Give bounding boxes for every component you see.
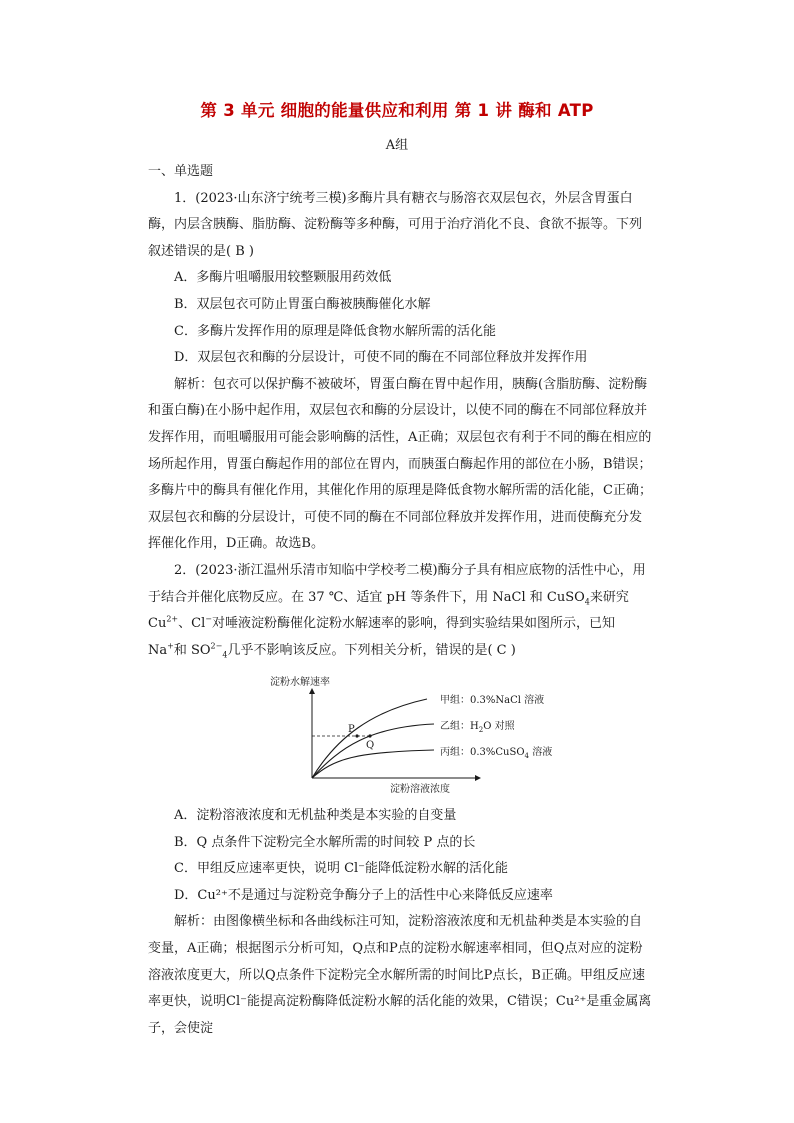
q2-sub-so4: 4 — [222, 650, 228, 660]
curve-b-label — [440, 719, 516, 734]
q2-sup-so4: 2− — [210, 641, 223, 651]
q2-stem-part-6: 几乎不影响该反应。下列相关分析，错误的是( C ) — [227, 642, 516, 658]
point-p-label: P — [348, 724, 355, 735]
curve-b-sub: 2 — [478, 726, 484, 734]
section-heading: 一、单选题 — [148, 164, 214, 179]
curve-group-c — [312, 750, 434, 778]
q2-option-c: C．甲组反应速率更快，说明 Cl⁻能降低淀粉水解的活化能 — [174, 861, 509, 877]
point-q-marker — [368, 734, 371, 737]
q2-sup-na: + — [167, 641, 174, 651]
curve-c-label-2: 溶液 — [529, 747, 553, 758]
question-block-2 — [148, 803, 654, 1042]
q1-option-d: D．双层包衣和酶的分层设计，可使不同的酶在不同部位释放并发挥作用 — [174, 350, 588, 366]
q2-option-d: D．Cu²⁺不是通过与淀粉竞争酶分子上的活性中心来降低反应速率 — [174, 887, 553, 903]
q1-option-a: A．多酶片咀嚼服用较整颗服用药效低 — [174, 270, 392, 286]
q1-analysis: 解析：包衣可以保护酶不被破坏，胃蛋白酶在胃中起作用，胰酶(含脂肪酶、淀粉酶和蛋白酶)在小肠中起作用，双层包衣和酶的分层设计，以使不同的酶在不同部位释放并发挥作用，而咀嚼服用可能会影响酶的活性，A正确；双层包衣有利于不同的酶在相应的场所起作用，胃蛋白酶起作用的部位在胃内，而胰蛋白酶起作用的部位在小肠，B错误；多酶片中的酶具有催化作用，其催化作用的原理是降低食物水解所需的活化能，C正确；双层包衣和酶的分层设计，可使不同的酶在不同部位释放并发挥作用，进而使酶充分发挥催化作用，D正确。故选B。 — [148, 376, 652, 552]
curve-c-sub: 4 — [524, 752, 530, 760]
q2-stem-part-3: 、Cl — [178, 616, 206, 632]
curve-c-label — [440, 745, 552, 760]
q2-sup-cl: − — [205, 614, 212, 624]
q2-stem-part-1: 2．(2023·浙江温州乐清市知临中学校考二模)酶分子具有相应底物的活性中心，用于结合并催化底物反应。在 37 ℃、适宜 pH 等条件下，用 NaCl 和 CuSO — [148, 562, 646, 605]
curve-a-label: 甲组：0.3%NaCl 溶液 — [440, 695, 545, 706]
q2-stem-part-2: 来研究 Cu — [148, 589, 629, 632]
q2-stem — [148, 558, 654, 664]
group-label: A组 — [385, 138, 409, 153]
x-axis-label: 淀粉溶液浓度 — [390, 784, 450, 795]
question-block-1 — [148, 159, 654, 664]
point-p-marker — [355, 734, 358, 737]
curve-b-label-2: O 对照 — [483, 721, 515, 732]
figure-svg — [262, 675, 562, 800]
curve-b-label-1: 乙组：H — [440, 721, 479, 732]
q2-stem-part-4: 对唾液淀粉酶催化淀粉水解速率的影响，得到实验结果如图所示，已知 Na — [148, 616, 615, 658]
q2-sup-cu: 2+ — [166, 614, 179, 624]
q2-stem-part-5: 和 SO — [173, 642, 211, 658]
page-title: 第 3 单元 细胞的能量供应和利用 第 1 讲 酶和 ATP — [200, 101, 594, 120]
experiment-figure — [262, 675, 562, 800]
q1-option-c: C．多酶片发挥作用的原理是降低食物水解所需的活化能 — [174, 323, 496, 339]
q1-option-b: B．双层包衣可防止胃蛋白酶被胰酶催化水解 — [174, 296, 431, 312]
q1-stem: 1．(2023·山东济宁统考三模)多酶片具有糖衣与肠溶衣双层包衣，外层含胃蛋白酶，内层含胰酶、脂肪酶、淀粉酶等多种酶，可用于治疗消化不良、食欲不振等。下列叙述错误的是( B ) — [148, 190, 643, 259]
curve-c-label-1: 丙组：0.3%CuSO — [440, 747, 525, 758]
q2-option-a: A．淀粉溶液浓度和无机盐种类是本实验的自变量 — [174, 808, 457, 823]
y-axis-label: 淀粉水解速率 — [270, 677, 330, 688]
point-q-label: Q — [366, 740, 375, 751]
q2-option-b: B．Q 点条件下淀粉完全水解所需的时间较 P 点的长 — [174, 834, 476, 850]
q2-analysis: 解析：由图像横坐标和各曲线标注可知，淀粉溶液浓度和无机盐种类是本实验的自变量，A正确；根据图示分析可知，Q点和P点的淀粉水解速率相同，但Q点对应的淀粉溶液浓度更大，所以Q点条件下淀粉完全水解所需的时间比P点长，B正确。甲组反应速率更快，说明Cl⁻能提高淀粉酶降低淀粉水解的活化能的效果，C错误；Cu²⁺是重金属离子，会使淀 — [148, 914, 652, 1036]
q2-sub-4: 4 — [584, 597, 590, 607]
